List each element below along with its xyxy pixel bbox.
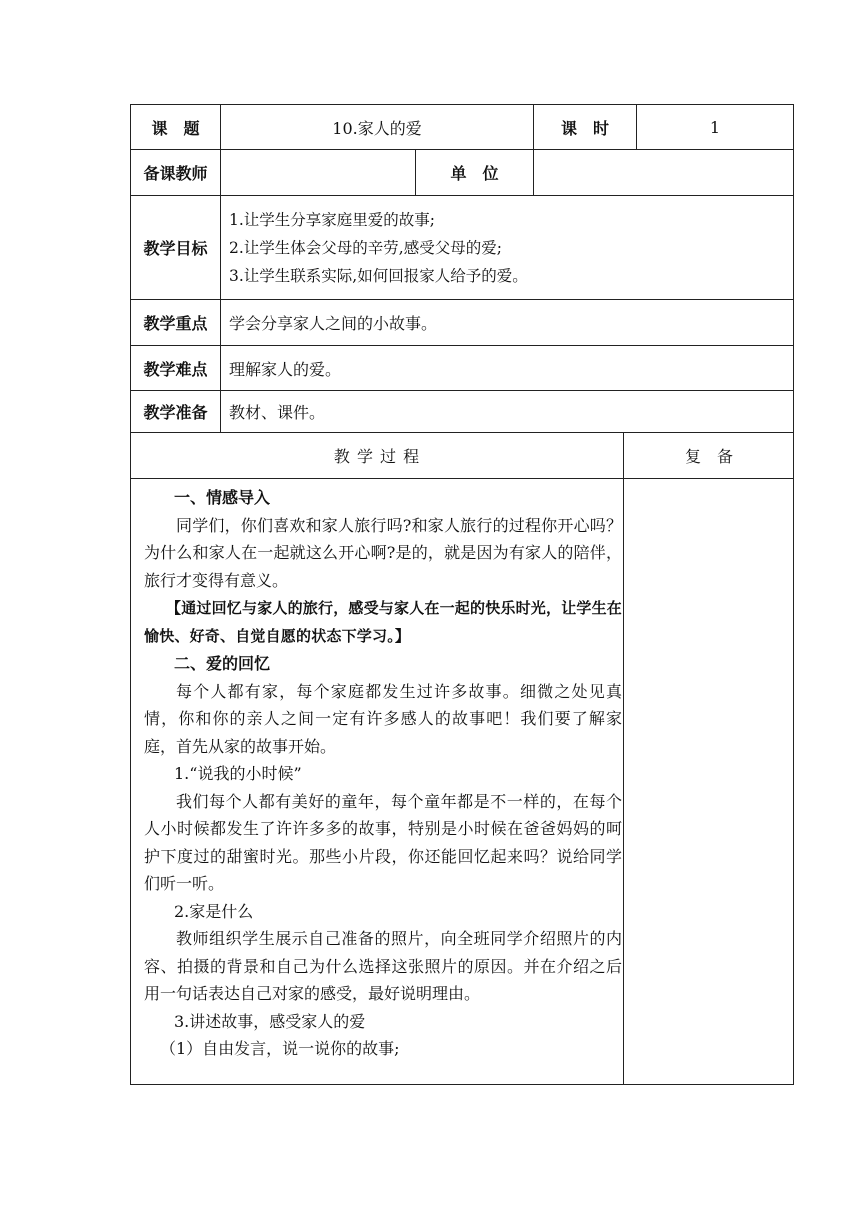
topic-label: 课 题 [151,118,200,138]
teacher-value [226,150,414,195]
row-divider [130,195,794,196]
subheading: （1）自由发言，说一说你的故事; [160,1039,400,1058]
process-content [144,484,622,1063]
section-heading: 一、情感导入 [174,488,271,507]
goal-item: 3.让学生联系实际,如何回报家人给予的爱。 [229,267,528,285]
subheading: 2.家是什么 [174,901,254,921]
goal-item: 1.让学生分享家庭里爱的故事; [229,211,436,229]
subheading: 1.“说我的小时候” [174,764,302,783]
unit-value [540,150,790,195]
period-label: 课 时 [560,118,609,138]
row-divider [130,478,794,479]
preparation-label: 教学准备 [143,403,208,422]
subheading: 3.讲述故事，感受家人的爱 [174,1011,366,1031]
goal-item: 2.让学生体会父母的辛劳,感受父母的爱; [229,239,502,257]
goals-label: 教学目标 [143,239,208,258]
process-label: 教 学 过 程 [333,447,421,466]
difficulty-value: 理解家人的爱。 [229,359,342,379]
unit-label: 单 位 [450,164,499,183]
design-note: 【通过回忆与家人的旅行，感受与家人在一起的快乐时光，让学生在愉快、好奇、自觉自愿的状态下学习。】 [144,599,623,645]
teacher-label: 备课教师 [143,164,208,183]
review-label: 复 备 [684,447,733,466]
topic-value: 10.家人的爱 [332,118,422,138]
key-point-label: 教学重点 [143,314,208,333]
paragraph: 同学们，你们喜欢和家人旅行吗?和家人旅行的过程你开心吗？为什么和家人在一起就这么开心啊?是的，就是因为有家人的陪伴，旅行才变得有意义。 [144,515,622,590]
difficulty-label: 教学难点 [143,359,208,379]
period-value: 1 [709,117,721,137]
col-divider [623,432,624,1085]
paragraph: 教师组织学生展示自己准备的照片，向全班同学介绍照片的内容、拍摄的背景和自己为什么选择这张照片的原因。并在介绍之后用一句话表达自己对家的感受，最好说明理由。 [144,929,622,1003]
preparation-value: 教材、课件。 [229,403,326,422]
col-divider [220,104,221,432]
paragraph: 我们每个人都有美好的童年，每个童年都是不一样的，在每个人小时候都发生了许许多多的故事，特别是小时候在爸爸妈妈的呵护下度过的甜蜜时光。那些小片段，你还能回忆起来吗？说给同学们听一听。 [144,791,622,893]
paragraph: 每个人都有家，每个家庭都发生过许多故事。细微之处见真情，你和你的亲人之间一定有许多感人的故事吧！我们要了解家庭，首先从家的故事开始。 [144,681,622,756]
section-heading: 二、爱的回忆 [174,654,271,673]
col-divider [533,149,534,195]
key-point-value: 学会分享家人之间的小故事。 [229,314,438,333]
goals-list [229,206,528,290]
